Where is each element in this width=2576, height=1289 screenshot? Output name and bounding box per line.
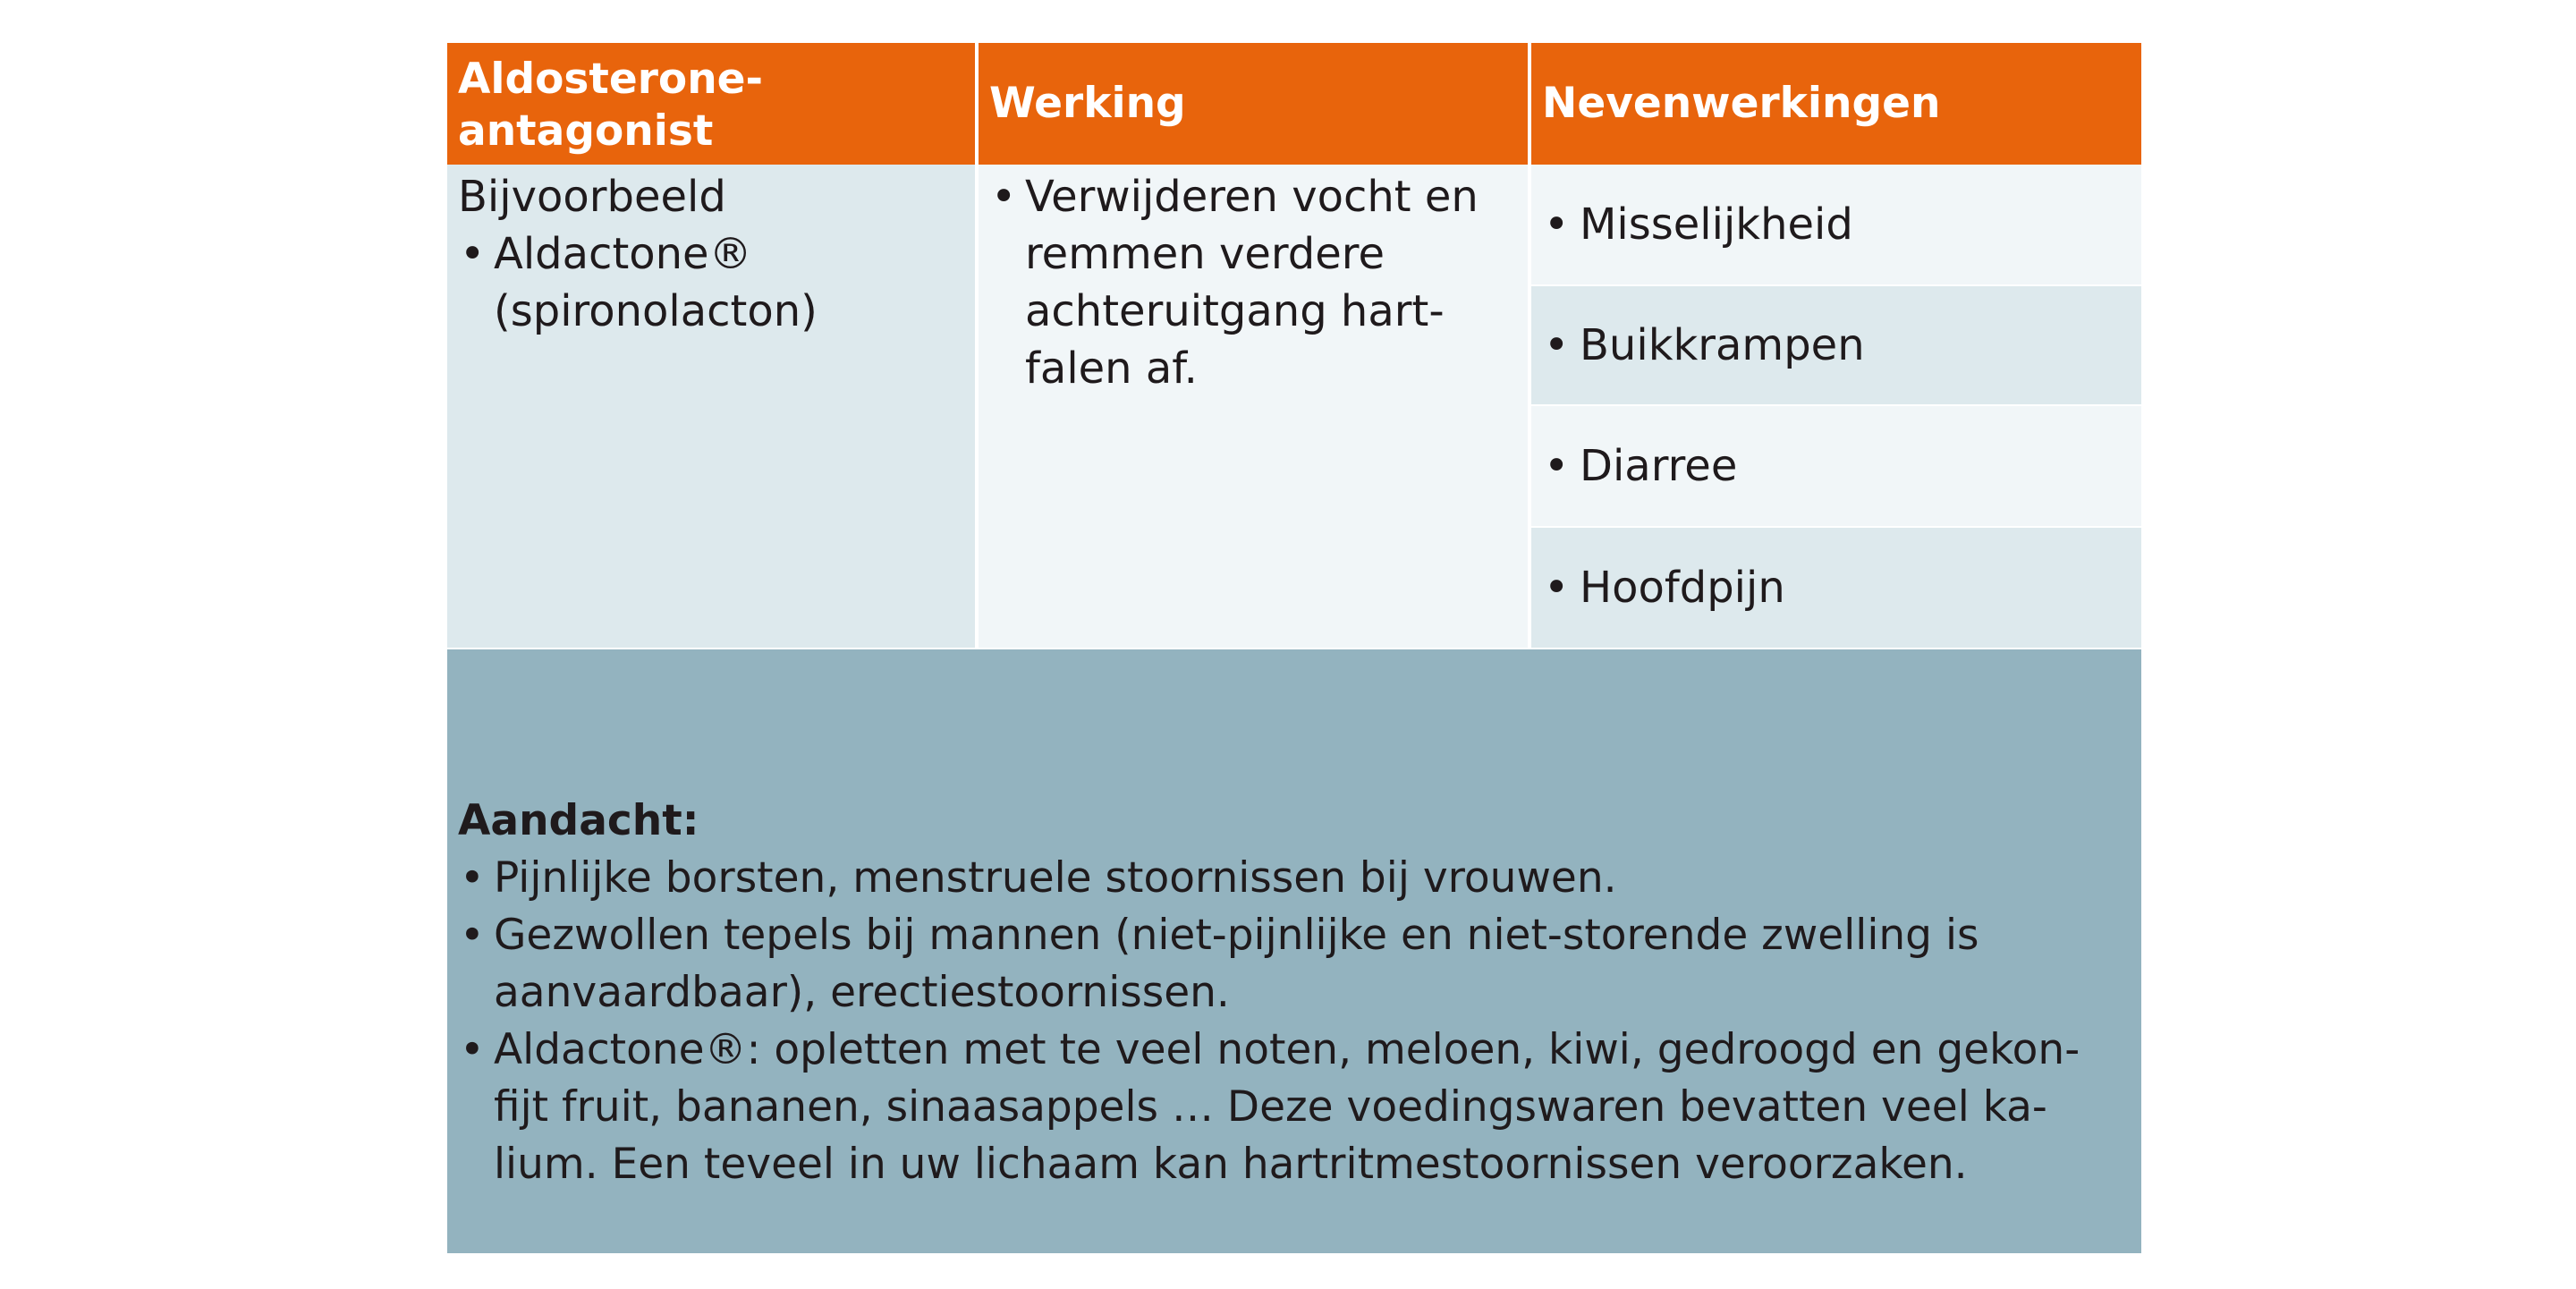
medication-table [447, 43, 2141, 1253]
header-werking [979, 43, 1528, 165]
note-title: Aandacht: [458, 796, 699, 845]
side-effect-text: Diarree [1580, 441, 1738, 491]
bullet-icon: • [1544, 199, 1570, 250]
header-col1-text: Aldosterone-antagonist [458, 55, 764, 156]
header-nevenwerkingen [1531, 43, 2141, 165]
header-col2-text: Werking [989, 79, 1186, 128]
side-effect-text: Hoofdpijn [1580, 563, 1785, 613]
example-cell [447, 165, 975, 648]
bullet-icon: • [1544, 320, 1570, 370]
header-aldosterone-antagonist [447, 43, 975, 165]
header-col3-text: Nevenwerkingen [1542, 79, 1941, 128]
side-effect-row [1531, 286, 2141, 404]
bullet-icon: • [1544, 441, 1570, 491]
note-list [458, 850, 2123, 1193]
bullet-icon: • [1544, 563, 1570, 613]
side-effect-text: Misselijkheid [1580, 199, 1853, 250]
werking-cell [979, 165, 1528, 648]
note-item: • Aldactone®: opletten met te veel noten, meloen, kiwi, gedroogd en gekon-fijt fruit, bananen, sinaasappels … Deze voedingswaren bevatten veel ka-lium. Een teveel in uw lichaam kan hartritmestoornissen veroorzaken. [458, 1022, 2123, 1193]
side-effect-row [1531, 165, 2141, 284]
side-effect-row [1531, 406, 2141, 526]
attention-note [447, 649, 2141, 1253]
note-item: • Pijnlijke borsten, menstruele stoornissen bij vrouwen. [458, 850, 2123, 907]
example-intro: Bijvoorbeeld [458, 172, 726, 222]
werking-list [989, 168, 1501, 397]
example-item: • Aldactone® (spironolacton) [458, 225, 869, 340]
side-effect-row [1531, 528, 2141, 648]
werking-item: • Verwijderen vocht en remmen verdere achteruitgang hart-falen af. [989, 168, 1481, 397]
note-item: • Gezwollen tepels bij mannen (niet-pijnlijke en niet-storende zwelling is aanvaardbaar), erectiestoornissen. [458, 907, 2123, 1022]
example-list [458, 225, 957, 340]
side-effect-text: Buikkrampen [1580, 320, 1865, 370]
